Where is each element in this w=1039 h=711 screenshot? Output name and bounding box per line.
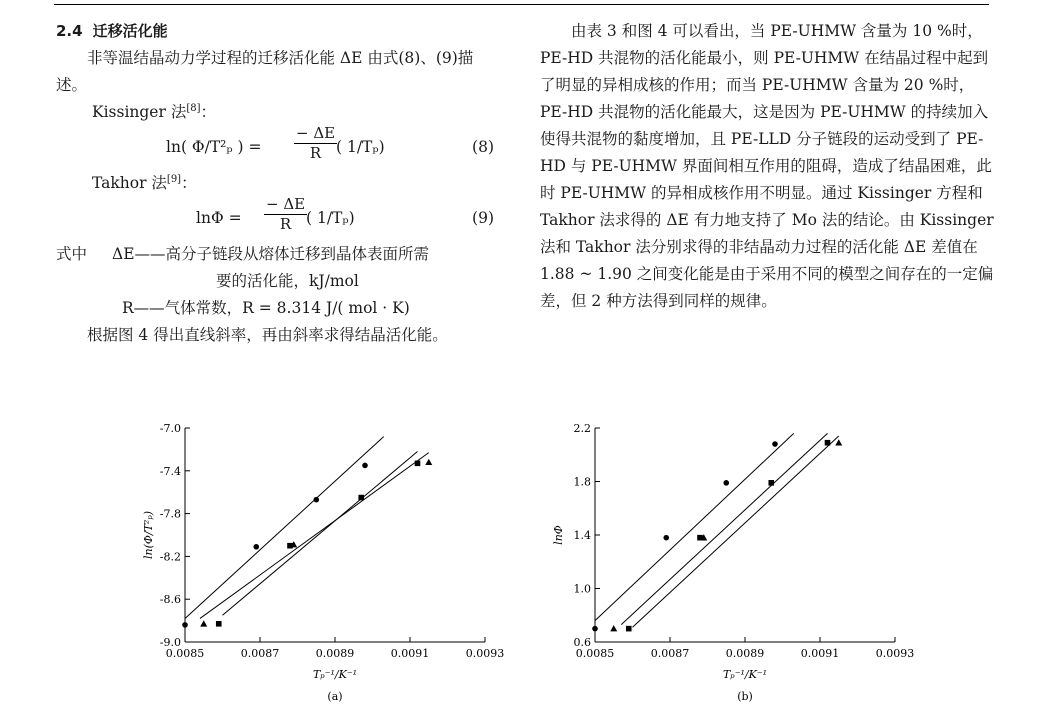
y-tick-label: 1.0: [573, 582, 591, 596]
data-point-circle: [772, 441, 778, 447]
conclusion-paragraph: 根据图 4 得出直线斜率，再由斜率求得结晶活化能。: [87, 326, 448, 344]
chart-a: [140, 420, 530, 710]
eq8-tail: ( 1/Tₚ): [336, 138, 385, 156]
eq8-fraction: [294, 124, 337, 163]
fit-line-circle: [185, 437, 384, 619]
eq9-fraction: [264, 195, 307, 234]
eq9-denominator: R: [279, 215, 292, 233]
x-tick-label: 0.0089: [315, 647, 355, 660]
y-tick-label: 1.4: [573, 529, 591, 542]
eq9-numerator: − ΔE: [266, 195, 306, 213]
chart-b: [550, 420, 940, 710]
data-point-square: [216, 621, 222, 627]
equation-8: [56, 126, 500, 170]
intro-paragraph: 非等温结晶动力学过程的迁移活化能 ΔE 由式(8)、(9)描述。: [56, 49, 474, 94]
data-point-circle: [723, 480, 729, 486]
data-point-triangle: [425, 459, 432, 465]
eq8-numerator: − ΔE: [296, 124, 336, 142]
data-point-square: [358, 495, 364, 501]
def-delta-e-line2: 要的活化能，kJ/mol: [216, 272, 359, 290]
section-heading: [56, 18, 500, 45]
y-tick-label: 0.6: [573, 636, 591, 649]
where-label: 式中: [56, 245, 88, 263]
kissinger-colon: ：: [200, 103, 217, 121]
panel-label: (b): [737, 690, 753, 703]
fit-line-triangle: [200, 453, 429, 619]
data-point-triangle: [835, 439, 842, 445]
data-point-triangle: [200, 620, 207, 626]
data-point-circle: [592, 626, 598, 632]
top-rule: [54, 4, 989, 5]
x-tick-label: 0.0093: [875, 647, 915, 660]
panel-label: (a): [327, 690, 343, 703]
eq9-number: (9): [472, 209, 494, 227]
takhor-label: Takhor 法: [92, 174, 167, 192]
data-point-circle: [362, 463, 368, 469]
x-axis-label: Tₚ⁻¹/K⁻¹: [722, 668, 768, 681]
y-tick-label: -8.6: [159, 593, 181, 607]
data-point-circle: [182, 622, 188, 628]
x-tick-label: 0.0085: [165, 647, 205, 660]
eq9-tail: ( 1/Tₚ): [306, 209, 355, 227]
def-r: R——气体常数，R = 8.314 J/( mol · K): [122, 299, 410, 317]
eq9-lhs: lnΦ =: [196, 209, 242, 227]
takhor-heading: [56, 170, 500, 197]
y-tick-label: -7.4: [159, 464, 181, 478]
y-axis-label: lnΦ: [552, 525, 565, 545]
takhor-ref: [9]: [166, 173, 182, 185]
def-delta-e-line1: ΔE——高分子链段从熔体迁移到晶体表面所需: [112, 245, 430, 263]
section-title: 迁移活化能: [92, 22, 168, 40]
takhor-colon: ：: [181, 174, 197, 192]
x-tick-label: 0.0085: [575, 647, 615, 660]
y-tick-label: -7.8: [159, 507, 181, 521]
section-number: 2.4: [56, 22, 83, 40]
y-tick-label: -9.0: [159, 636, 181, 649]
data-point-square: [768, 480, 774, 486]
data-point-triangle: [610, 625, 617, 631]
discussion-paragraph: 由表 3 和图 4 可以看出，当 PE-UHMW 含量为 10 %时，PE-HD 共混物的活化能最小，则 PE-UHMW 在结晶过程中起到了明显的异相成核的作用；而当 PE-UHMW 含量为 20 %时，PE-HD 共混物的活化能最大，这是因为 PE-UHMW 的持续加入使得共混物的黏度增加，且 PE-LLD 分子链段的运动受到了 PE-HD 与 PE-UHMW 界面间相互作用的阻碍，造成了结晶困难，此时 PE-UHMW 的异相成核作用不明显。通过 Kissinger 方程和 Takhor 法求得的 ΔE 有力地支持了 Mo 法的结论。由 Kissinger 法和 Takhor 法分别求得的非结晶动力过程的活化能 ΔE 差值在1.88 ~ 1.90 之间变化能是由于采用不同的模型之间存在的一定偏差，但 2 种方法得到同样的规律。: [540, 22, 994, 310]
data-point-circle: [663, 535, 669, 541]
kissinger-ref: [8]: [186, 102, 201, 114]
right-column: [540, 18, 995, 315]
fit-line-square: [223, 452, 418, 616]
y-tick-label: 2.2: [573, 422, 591, 435]
fit-line-square: [621, 433, 827, 624]
data-point-square: [626, 626, 632, 632]
x-tick-label: 0.0091: [390, 647, 430, 660]
x-tick-label: 0.0087: [240, 647, 280, 660]
kissinger-heading: [56, 99, 500, 126]
eq8-lhs: ln( Φ/T²ₚ ) =: [166, 138, 262, 156]
y-tick-label: -8.2: [159, 550, 181, 564]
equation-9: [56, 197, 500, 241]
y-axis-label: ln(Φ/T²ₚ): [142, 510, 155, 560]
x-tick-label: 0.0093: [465, 647, 505, 660]
y-tick-label: 1.8: [573, 475, 591, 489]
eq8-denominator: R: [309, 144, 322, 162]
left-column: [56, 18, 500, 349]
x-tick-label: 0.0087: [650, 647, 690, 660]
y-tick-label: -7.0: [159, 422, 181, 435]
x-axis-label: Tₚ⁻¹/K⁻¹: [312, 668, 358, 681]
kissinger-label: Kissinger 法: [92, 103, 187, 121]
data-point-circle: [253, 544, 259, 550]
def-delta-e: [56, 241, 500, 268]
variable-definitions: [56, 241, 500, 322]
fit-line-circle: [595, 433, 794, 620]
x-tick-label: 0.0091: [800, 647, 840, 660]
eq8-number: (8): [472, 138, 494, 156]
data-point-circle: [313, 497, 319, 503]
x-tick-label: 0.0089: [725, 647, 765, 660]
fit-line-triangle: [633, 436, 839, 627]
